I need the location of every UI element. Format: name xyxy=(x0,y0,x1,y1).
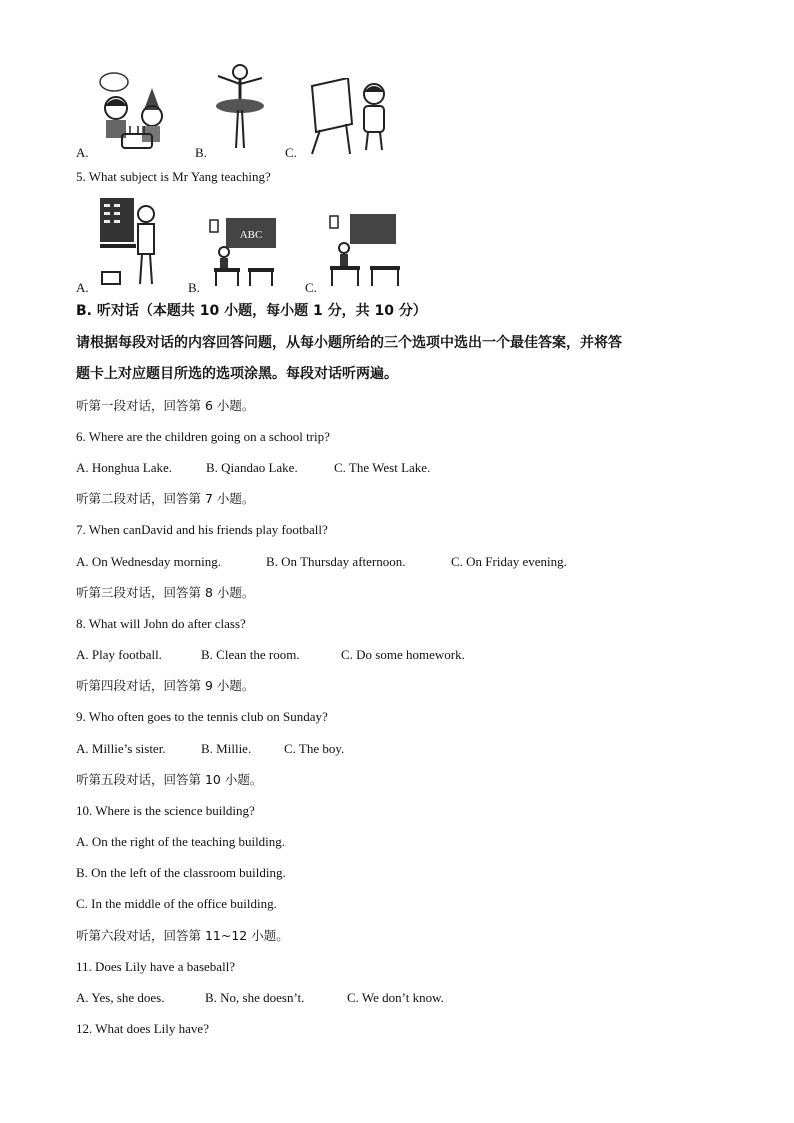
q4-option-a-picture xyxy=(96,70,176,156)
birthday-party-icon xyxy=(96,70,176,156)
q6-option-c: C. The West Lake. xyxy=(334,460,431,475)
english-class-icon xyxy=(208,214,280,288)
section-b-instruction-line-1: 请根据每段对话的内容回答问题，从每小题所给的三个选项中选出一个最佳答案，并将答 xyxy=(76,335,622,351)
q9-option-c: C. The boy. xyxy=(284,741,345,756)
q5-option-a: A. xyxy=(76,280,89,295)
q5-option-c: C. xyxy=(305,280,317,295)
q9-option-a: A. Millie’s sister. xyxy=(76,741,166,756)
dialogue-intro-3: 听第三段对话，回答第 8 小题。 xyxy=(76,585,255,600)
ballet-dancer-icon xyxy=(212,62,268,154)
question-9: 9. Who often goes to the tennis club on Sunday? xyxy=(76,709,328,724)
q7-option-b: B. On Thursday afternoon. xyxy=(266,554,406,569)
classroom-icon xyxy=(326,210,406,288)
section-b-instruction-line-2: 题卡上对应题目所选的选项涂黑。每段对话听两遍。 xyxy=(76,366,398,382)
q8-option-c: C. Do some homework. xyxy=(341,647,465,662)
q10-option-a: A. On the right of the teaching building. xyxy=(76,834,286,849)
q5-option-b-picture xyxy=(208,214,280,288)
q5-option-b: B. xyxy=(188,280,200,295)
q4-option-b-picture xyxy=(212,62,268,154)
dialogue-intro-2: 听第二段对话，回答第 7 小题。 xyxy=(76,491,255,506)
q6-option-b: B. Qiandao Lake. xyxy=(206,460,298,475)
q11-option-b: B. No, she doesn’t. xyxy=(205,990,305,1005)
q4-option-a: A. xyxy=(76,145,89,160)
question-5: 5. What subject is Mr Yang teaching? xyxy=(76,169,271,184)
q11-option-c: C. We don’t know. xyxy=(347,990,444,1005)
painting-easel-icon xyxy=(306,78,396,156)
q4-option-b: B. xyxy=(195,145,207,160)
q6-option-a: A. Honghua Lake. xyxy=(76,460,173,475)
q10-option-b: B. On the left of the classroom building. xyxy=(76,865,286,880)
q4-option-c: C. xyxy=(285,145,297,160)
q7-option-c: C. On Friday evening. xyxy=(451,554,567,569)
math-teacher-blackboard-icon xyxy=(98,196,162,288)
question-7: 7. When canDavid and his friends play football? xyxy=(76,522,328,537)
question-12: 12. What does Lily have? xyxy=(76,1021,209,1036)
q4-option-c-picture xyxy=(306,78,396,156)
dialogue-intro-1: 听第一段对话，回答第 6 小题。 xyxy=(76,398,255,413)
question-6: 6. Where are the children going on a school trip? xyxy=(76,429,330,444)
dialogue-intro-5: 听第五段对话，回答第 10 小题。 xyxy=(76,772,263,787)
q5-option-a-picture xyxy=(98,196,162,288)
dialogue-intro-6: 听第六段对话，回答第 11~12 小题。 xyxy=(76,928,289,943)
q8-option-a: A. Play football. xyxy=(76,647,162,662)
q7-option-a: A. On Wednesday morning. xyxy=(76,554,221,569)
section-b-heading: B. 听对话（本题共 10 小题，每小题 1 分，共 10 分） xyxy=(76,303,427,319)
question-8: 8. What will John do after class? xyxy=(76,616,246,631)
q8-option-b: B. Clean the room. xyxy=(201,647,300,662)
q9-option-b: B. Millie. xyxy=(201,741,252,756)
question-11: 11. Does Lily have a baseball? xyxy=(76,959,236,974)
dialogue-intro-4: 听第四段对话，回答第 9 小题。 xyxy=(76,678,255,693)
q10-option-c: C. In the middle of the office building. xyxy=(76,896,277,911)
question-10: 10. Where is the science building? xyxy=(76,803,255,818)
board-text: ABC xyxy=(239,229,263,241)
q5-option-c-picture xyxy=(326,210,406,288)
q11-option-a: A. Yes, she does. xyxy=(76,990,165,1005)
